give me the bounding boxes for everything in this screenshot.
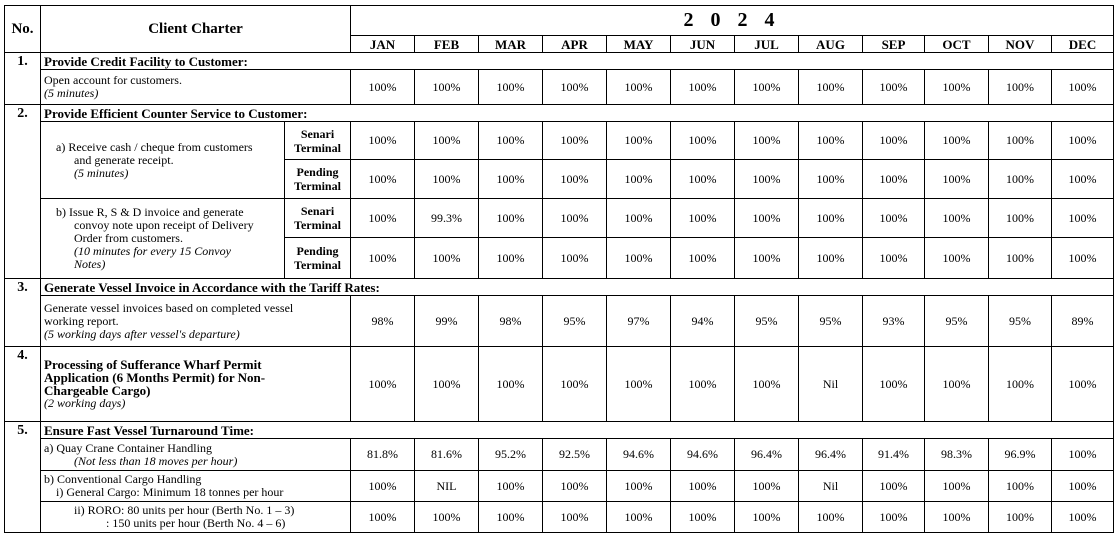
value-cell: 99.3% xyxy=(415,199,479,238)
value-cell: 100% xyxy=(799,122,863,160)
section-1-number: 1. xyxy=(5,53,41,105)
month-header-dec: DEC xyxy=(1052,36,1114,53)
section-5a-desc xyxy=(41,439,351,471)
value-cell: 95% xyxy=(735,296,799,347)
month-header-jul: JUL xyxy=(735,36,799,53)
section-4-row xyxy=(5,347,1114,422)
value-cell: 100% xyxy=(607,238,671,279)
value-cell: 100% xyxy=(607,471,671,502)
section-1-title-row xyxy=(5,53,1114,70)
section-4-note: (2 working days) xyxy=(44,396,126,410)
section-2b-senari-row xyxy=(5,199,1114,238)
value-cell: 100% xyxy=(735,199,799,238)
value-cell: 100% xyxy=(543,471,607,502)
section-4-title1: Processing of Sufferance Wharf Permit xyxy=(44,357,262,372)
terminal-word: Terminal xyxy=(294,140,341,155)
value-cell: 100% xyxy=(671,122,735,160)
value-cell: 100% xyxy=(925,122,989,160)
value-cell: 100% xyxy=(925,347,989,422)
section-5b-desc xyxy=(41,471,351,502)
month-header-jan: JAN xyxy=(351,36,415,53)
section-2a-line2: and generate receipt. xyxy=(74,152,174,167)
value-cell: 96.9% xyxy=(989,439,1052,471)
value-cell: 100% xyxy=(735,502,799,533)
value-cell: 100% xyxy=(989,122,1052,160)
value-cell: 100% xyxy=(607,347,671,422)
terminal-word: Terminal xyxy=(294,179,341,193)
value-cell: 100% xyxy=(543,238,607,279)
value-cell: 100% xyxy=(989,199,1052,238)
value-cell: 100% xyxy=(671,160,735,199)
terminal-label xyxy=(285,199,351,238)
month-header-oct: OCT xyxy=(925,36,989,53)
value-cell: 100% xyxy=(863,122,925,160)
header-client-charter: Client Charter xyxy=(41,6,351,53)
value-cell: 100% xyxy=(479,238,543,279)
value-cell: 93% xyxy=(863,296,925,347)
month-header-jun: JUN xyxy=(671,36,735,53)
value-cell: 100% xyxy=(479,70,543,105)
section-5a-note: (Not less than 18 moves per hour) xyxy=(74,453,238,468)
value-cell: 99% xyxy=(415,296,479,347)
month-header-feb: FEB xyxy=(415,36,479,53)
value-cell: 100% xyxy=(1052,439,1114,471)
value-cell: 100% xyxy=(671,471,735,502)
value-cell: 100% xyxy=(415,160,479,199)
terminal-name: Senari xyxy=(300,204,335,218)
value-cell: 100% xyxy=(799,238,863,279)
value-cell: 100% xyxy=(543,160,607,199)
value-cell: 96.4% xyxy=(799,439,863,471)
value-cell: 100% xyxy=(607,70,671,105)
section-2b-line1: b) Issue R, S & D invoice and generate xyxy=(56,205,244,219)
value-cell: 94.6% xyxy=(607,439,671,471)
value-cell: 100% xyxy=(863,238,925,279)
value-cell: 100% xyxy=(989,70,1052,105)
section-1-item-note: (5 minutes) xyxy=(44,86,99,100)
section-3-number: 3. xyxy=(5,279,41,347)
value-cell: 100% xyxy=(607,199,671,238)
value-cell: 100% xyxy=(671,238,735,279)
section-2b-desc xyxy=(41,199,285,279)
section-3-note: (5 working days after vessel's departure) xyxy=(44,326,240,341)
value-cell: NIL xyxy=(415,471,479,502)
value-cell: 94% xyxy=(671,296,735,347)
value-cell: 94.6% xyxy=(671,439,735,471)
section-2a-senari-row xyxy=(5,122,1114,160)
month-header-aug: AUG xyxy=(799,36,863,53)
terminal-name: Senari xyxy=(300,126,335,141)
section-4-desc xyxy=(41,347,351,422)
value-cell: 100% xyxy=(1052,471,1114,502)
value-cell: 100% xyxy=(607,502,671,533)
value-cell: 100% xyxy=(479,471,543,502)
value-cell: 100% xyxy=(671,70,735,105)
section-3-desc xyxy=(41,296,351,347)
value-cell: 100% xyxy=(863,502,925,533)
month-header-apr: APR xyxy=(543,36,607,53)
value-cell: 100% xyxy=(925,471,989,502)
section-2a-note: (5 minutes) xyxy=(74,165,129,180)
section-2b-note1: (10 minutes for every 15 Convoy xyxy=(74,244,231,258)
value-cell: 100% xyxy=(671,502,735,533)
section-5a-line1: a) Quay Crane Container Handling xyxy=(44,440,212,455)
month-header-nov: NOV xyxy=(989,36,1052,53)
value-cell: 100% xyxy=(351,122,415,160)
value-cell: 100% xyxy=(607,122,671,160)
value-cell: 100% xyxy=(415,122,479,160)
section-5c-line1: ii) RORO: 80 units per hour (Berth No. 1 – 3) xyxy=(74,503,295,517)
value-cell: 100% xyxy=(351,238,415,279)
value-cell: 100% xyxy=(671,347,735,422)
value-cell: 100% xyxy=(479,160,543,199)
value-cell: 81.8% xyxy=(351,439,415,471)
value-cell: 100% xyxy=(543,502,607,533)
value-cell: 100% xyxy=(925,238,989,279)
value-cell: 100% xyxy=(543,122,607,160)
header-no: No. xyxy=(5,6,41,53)
value-cell: 95% xyxy=(989,296,1052,347)
value-cell: 100% xyxy=(735,70,799,105)
section-5-number: 5. xyxy=(5,422,41,533)
value-cell: 100% xyxy=(989,347,1052,422)
value-cell: 100% xyxy=(543,70,607,105)
value-cell: 100% xyxy=(989,471,1052,502)
value-cell: 100% xyxy=(351,471,415,502)
value-cell: 100% xyxy=(863,347,925,422)
terminal-name: Pending xyxy=(296,244,339,258)
value-cell: Nil xyxy=(799,347,863,422)
value-cell: 100% xyxy=(479,347,543,422)
value-cell: 95% xyxy=(543,296,607,347)
value-cell: 95% xyxy=(925,296,989,347)
value-cell: 100% xyxy=(799,502,863,533)
value-cell: 100% xyxy=(799,70,863,105)
month-header-mar: MAR xyxy=(479,36,543,53)
value-cell: 92.5% xyxy=(543,439,607,471)
section-5c-desc xyxy=(41,502,351,533)
value-cell: 100% xyxy=(925,160,989,199)
value-cell: 100% xyxy=(415,347,479,422)
month-header-may: MAY xyxy=(607,36,671,53)
value-cell: 100% xyxy=(479,122,543,160)
section-3-line1: Generate vessel invoices based on completed vessel xyxy=(44,300,294,315)
section-5-title: Ensure Fast Vessel Turnaround Time: xyxy=(41,422,1114,439)
value-cell: 98% xyxy=(479,296,543,347)
section-5b-row xyxy=(5,471,1114,502)
value-cell: 91.4% xyxy=(863,439,925,471)
section-1-item-text: Open account for customers. xyxy=(44,73,182,87)
value-cell: 100% xyxy=(415,502,479,533)
section-4-title3: Chargeable Cargo) xyxy=(44,383,151,398)
value-cell: 100% xyxy=(863,199,925,238)
section-4-number: 4. xyxy=(5,347,41,422)
header-year: 2 0 2 4 xyxy=(351,6,1114,36)
month-header-sep: SEP xyxy=(863,36,925,53)
terminal-label xyxy=(285,122,351,160)
section-5c-line2: : 150 units per hour (Berth No. 4 – 6) xyxy=(106,516,286,530)
section-2b-line3: Order from customers. xyxy=(74,231,183,245)
section-5c-row xyxy=(5,502,1114,533)
terminal-name: Pending xyxy=(296,165,339,179)
section-3-item-row xyxy=(5,296,1114,347)
section-2b-note2: Notes) xyxy=(74,257,106,271)
value-cell: 100% xyxy=(799,160,863,199)
section-5-title-row xyxy=(5,422,1114,439)
value-cell: 100% xyxy=(989,238,1052,279)
section-2-title: Provide Efficient Counter Service to Customer: xyxy=(41,105,1114,122)
value-cell: 100% xyxy=(1052,199,1114,238)
terminal-word: Terminal xyxy=(294,258,341,272)
value-cell: 100% xyxy=(925,199,989,238)
value-cell: 95.2% xyxy=(479,439,543,471)
terminal-label xyxy=(285,238,351,279)
value-cell: 100% xyxy=(1052,502,1114,533)
section-3-line2: working report. xyxy=(44,313,119,328)
client-charter-table xyxy=(4,5,1114,533)
value-cell: 100% xyxy=(1052,70,1114,105)
section-1-item-desc xyxy=(41,70,351,105)
section-5b-line1: b) Conventional Cargo Handling xyxy=(44,472,202,486)
section-2a-line1: a) Receive cash / cheque from customers xyxy=(56,139,253,154)
value-cell: 100% xyxy=(1052,238,1114,279)
header-row-year xyxy=(5,6,1114,36)
value-cell: 100% xyxy=(925,70,989,105)
value-cell: 100% xyxy=(543,199,607,238)
value-cell: 100% xyxy=(735,160,799,199)
value-cell: 97% xyxy=(607,296,671,347)
section-2b-line2: convoy note upon receipt of Delivery xyxy=(74,218,254,232)
value-cell: 100% xyxy=(479,502,543,533)
value-cell: 98% xyxy=(351,296,415,347)
value-cell: 100% xyxy=(989,160,1052,199)
value-cell: 98.3% xyxy=(925,439,989,471)
section-3-title-row xyxy=(5,279,1114,296)
section-5b-line2: i) General Cargo: Minimum 18 tonnes per hour xyxy=(56,485,284,499)
value-cell: 100% xyxy=(735,347,799,422)
value-cell: 100% xyxy=(925,502,989,533)
section-4-title2: Application (6 Months Permit) for Non- xyxy=(44,370,266,385)
value-cell: 100% xyxy=(735,122,799,160)
value-cell: 81.6% xyxy=(415,439,479,471)
section-2-number: 2. xyxy=(5,105,41,279)
value-cell: 100% xyxy=(671,199,735,238)
value-cell: 100% xyxy=(989,502,1052,533)
value-cell: 100% xyxy=(351,347,415,422)
value-cell: 100% xyxy=(543,347,607,422)
value-cell: 100% xyxy=(863,70,925,105)
value-cell: 100% xyxy=(863,160,925,199)
section-5a-row xyxy=(5,439,1114,471)
terminal-word: Terminal xyxy=(294,218,341,232)
value-cell: 100% xyxy=(863,471,925,502)
value-cell: 100% xyxy=(479,199,543,238)
section-2a-desc xyxy=(41,122,285,199)
value-cell: 100% xyxy=(351,199,415,238)
terminal-label xyxy=(285,160,351,199)
value-cell: 96.4% xyxy=(735,439,799,471)
value-cell: 100% xyxy=(1052,160,1114,199)
value-cell: 100% xyxy=(351,502,415,533)
value-cell: 100% xyxy=(351,160,415,199)
value-cell: 100% xyxy=(735,471,799,502)
section-2-title-row xyxy=(5,105,1114,122)
value-cell: 95% xyxy=(799,296,863,347)
section-1-title: Provide Credit Facility to Customer: xyxy=(41,53,1114,70)
value-cell: 89% xyxy=(1052,296,1114,347)
value-cell: 100% xyxy=(799,199,863,238)
value-cell: 100% xyxy=(415,238,479,279)
value-cell: 100% xyxy=(1052,347,1114,422)
section-1-item-row xyxy=(5,70,1114,105)
value-cell: Nil xyxy=(799,471,863,502)
value-cell: 100% xyxy=(735,238,799,279)
section-3-title: Generate Vessel Invoice in Accordance with the Tariff Rates: xyxy=(41,279,1114,296)
value-cell: 100% xyxy=(415,70,479,105)
value-cell: 100% xyxy=(1052,122,1114,160)
value-cell: 100% xyxy=(607,160,671,199)
value-cell: 100% xyxy=(351,70,415,105)
